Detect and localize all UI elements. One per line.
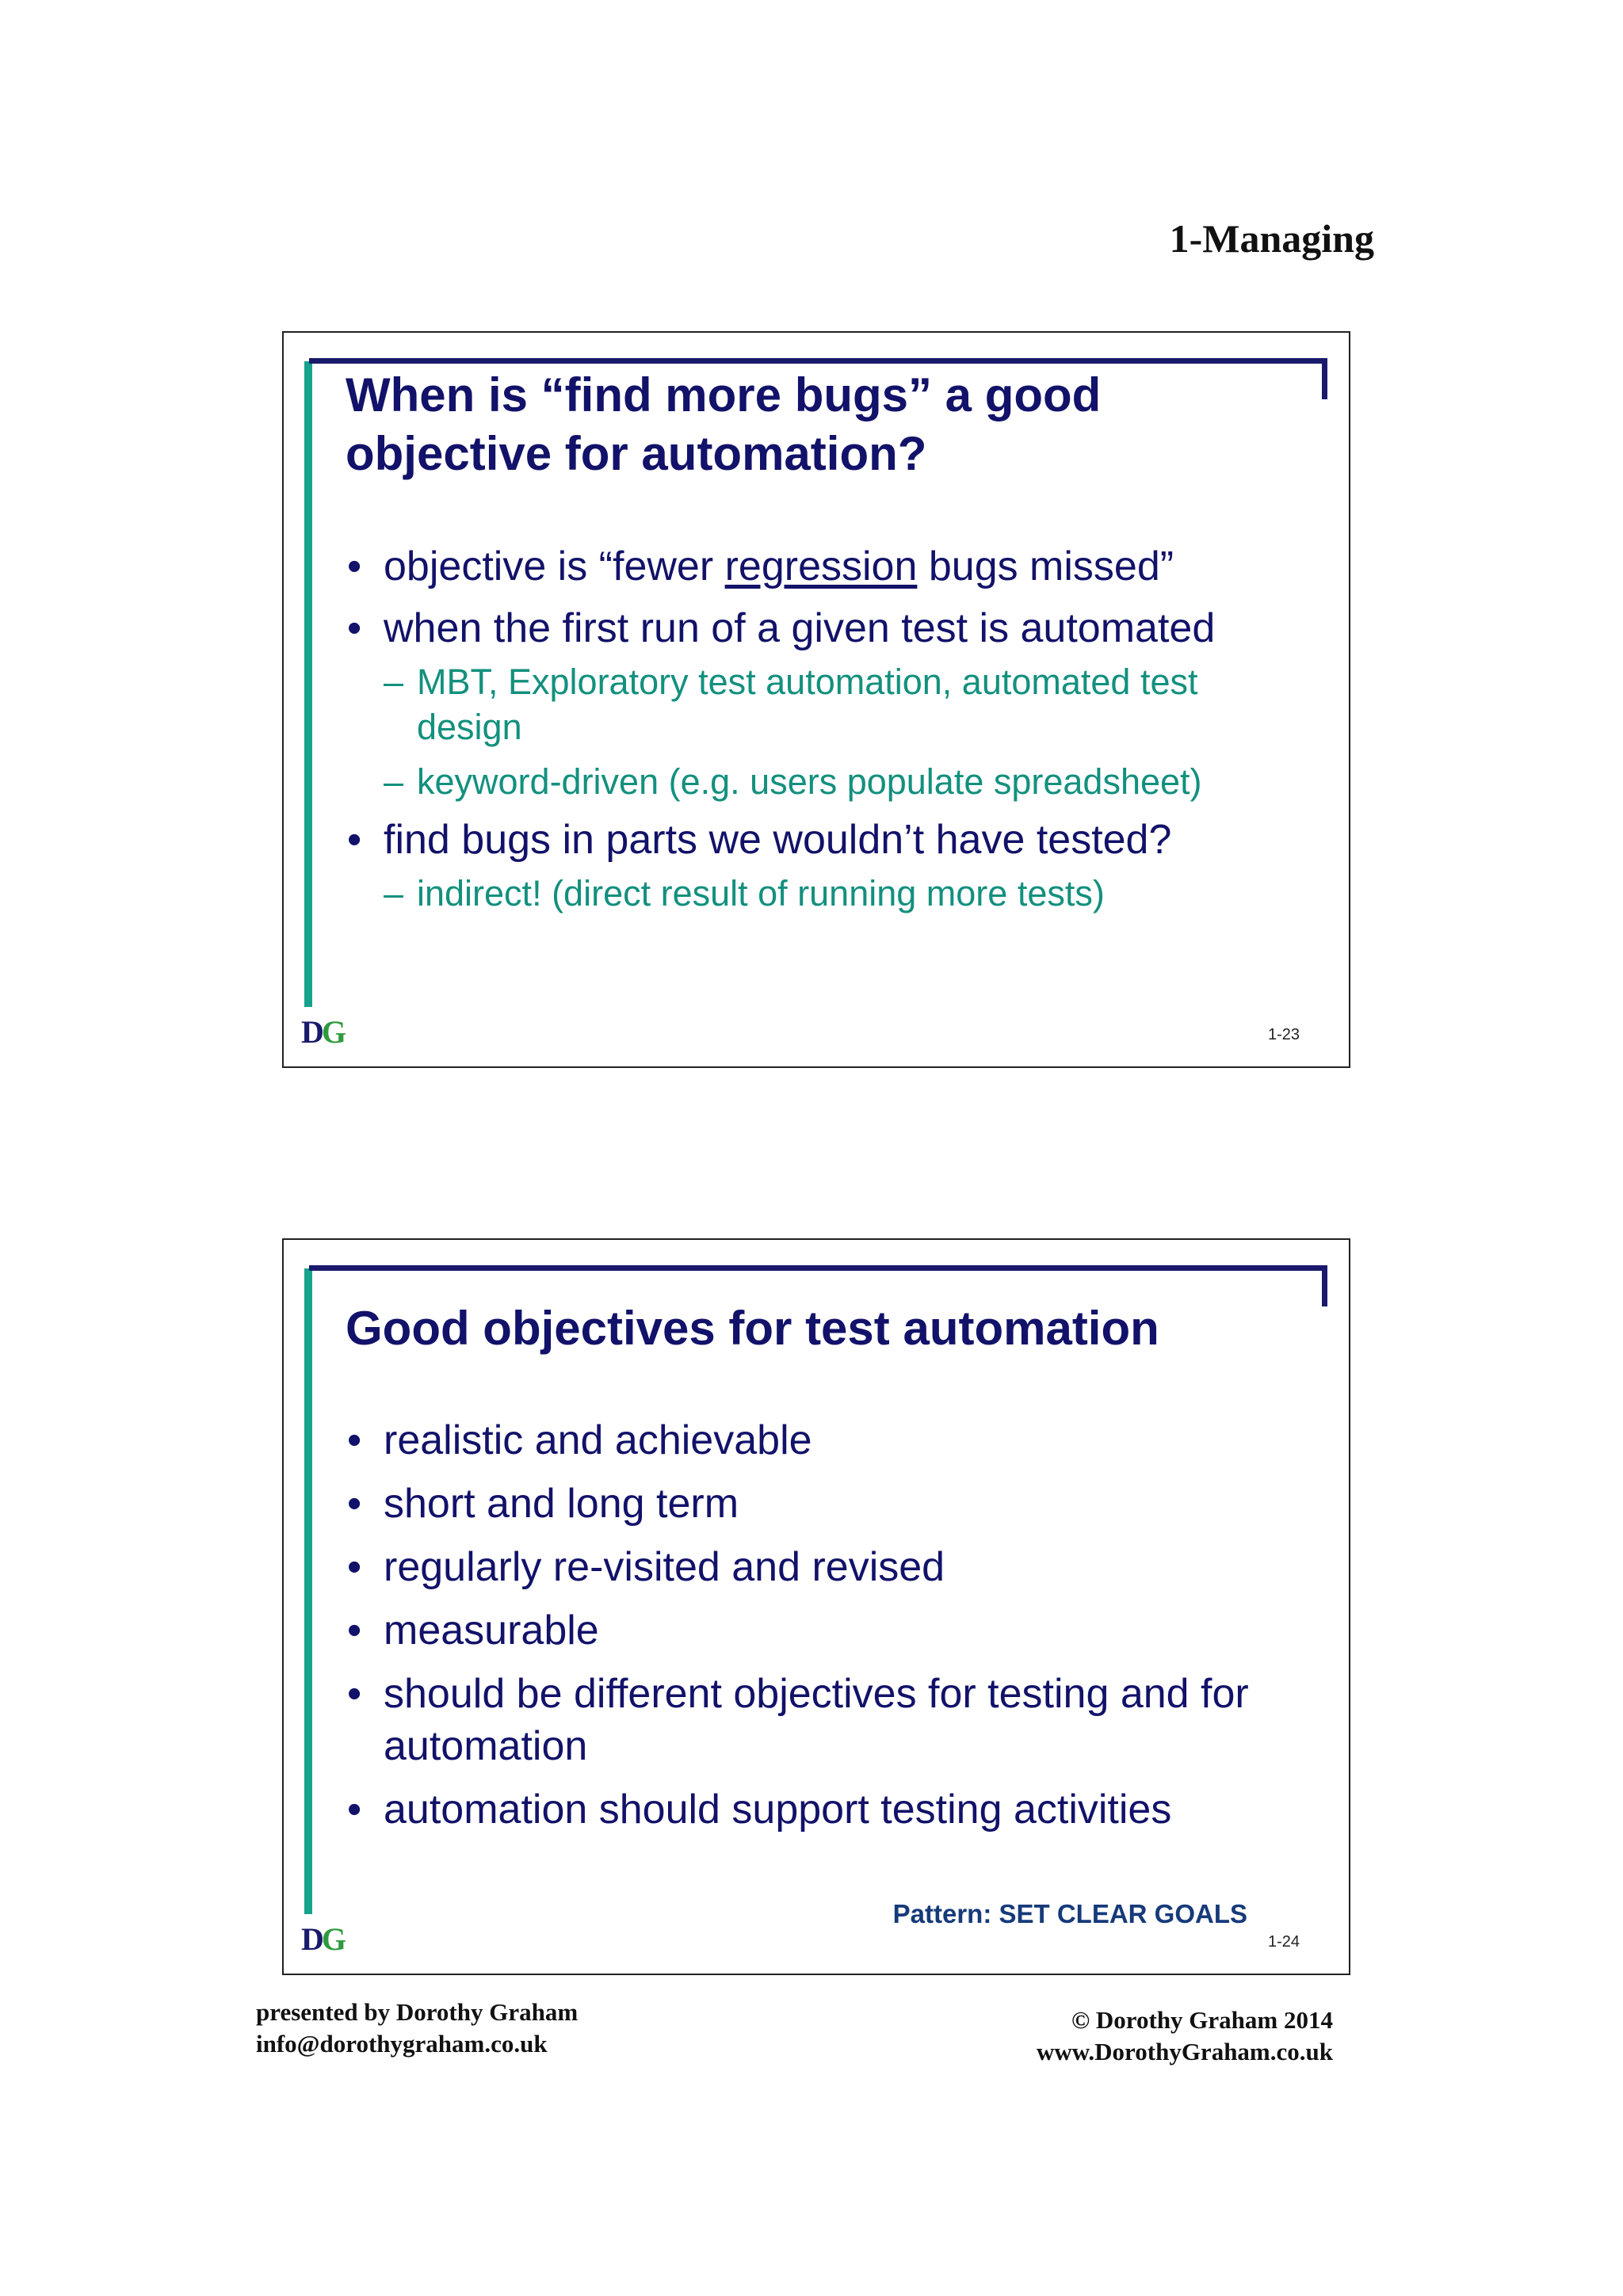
presenter-email: info@dorothygraham.co.uk	[256, 2030, 548, 2058]
footer-copyright-block	[1037, 2004, 1333, 2068]
bullet-item: • should be different objectives for testing and for automation	[347, 1668, 1258, 1772]
bullet-item	[347, 540, 1258, 593]
slide-1-24	[282, 1238, 1350, 1975]
pattern-label: Pattern: SET CLEAR GOALS	[892, 1899, 1247, 1928]
sub-bullet-list	[384, 659, 1258, 804]
footer-presenter-block	[256, 1997, 578, 2060]
slide-right-tick	[1322, 358, 1327, 399]
bullet-text-pre: objective is “fewer	[384, 543, 725, 589]
slide-1-23	[282, 331, 1350, 1068]
slide-number: 1-23	[1267, 1026, 1300, 1043]
sub-bullet-item: – indirect! (direct result of running more tests)	[384, 871, 1258, 916]
slide-top-rule	[309, 358, 1322, 364]
bullet-item: • automation should support testing activities	[347, 1783, 1258, 1836]
bullet-text-post: bugs missed”	[917, 543, 1174, 589]
bullet-item: • measurable	[347, 1604, 1258, 1657]
bullet-item	[347, 602, 1258, 804]
section-header: 1-Managing	[1169, 216, 1374, 261]
sub-bullet-item: – MBT, Exploratory test automation, automated test design	[384, 659, 1258, 749]
slide-top-rule	[309, 1265, 1322, 1271]
bullet-text-underlined: regression	[724, 543, 918, 589]
sub-bullet-item: – keyword-driven (e.g. users populate spreadsheet)	[384, 759, 1258, 804]
slide-left-accent-bar	[304, 361, 312, 1007]
bullet-text: when the first run of a given test is automated	[384, 605, 1216, 651]
slide-title: Good objectives for test automation	[346, 1302, 1159, 1355]
bullet-item: • regularly re-visited and revised	[347, 1541, 1258, 1593]
bullet-list	[347, 1414, 1258, 1847]
sub-bullet-list	[384, 871, 1258, 916]
website-text: www.DorothyGraham.co.uk	[1036, 2038, 1333, 2065]
bullet-list	[347, 540, 1258, 925]
bullet-item: • realistic and achievable	[347, 1414, 1258, 1466]
presenter-name: presented by Dorothy Graham	[256, 1998, 579, 2026]
bullet-item: • short and long term	[347, 1478, 1258, 1530]
dg-logo: DG	[301, 1014, 345, 1050]
slide-left-accent-bar	[304, 1268, 312, 1914]
slide-number: 1-24	[1267, 1933, 1300, 1951]
slide-right-tick	[1322, 1265, 1327, 1306]
dg-logo: DG	[301, 1921, 345, 1957]
slide-title: When is “find more bugs” a good objective for automation?	[346, 368, 1102, 480]
bullet-item	[347, 814, 1258, 916]
bullet-text: find bugs in parts we wouldn’t have tested?	[384, 817, 1172, 863]
copyright-text: © Dorothy Graham 2014	[1071, 2006, 1333, 2034]
